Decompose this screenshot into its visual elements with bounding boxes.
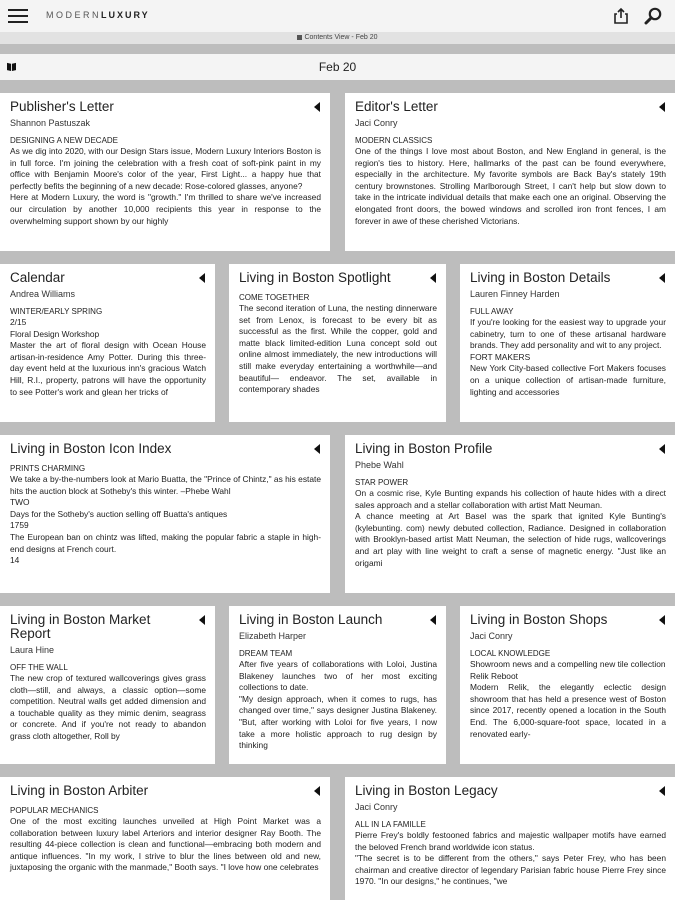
article-excerpt: We take a by-the-numbers look at Mario Buatta, the "Prince of Chintz," as his estate hits the auction block at Sotheby's this winter. –Phebe Wahl TWO Days for the Sotheby's auction selling off Buatta's antiques 1759 The European ban on chintz was lifted, making the popular fabric a staple in high-end designs at French court. 14 [10, 474, 321, 566]
hamburger-icon[interactable] [8, 9, 28, 23]
article-kicker: WINTER/EARLY SPRING [10, 307, 103, 316]
article-author: Jaci Conry [470, 631, 513, 641]
article-kicker: MODERN CLASSICS [355, 136, 433, 145]
article-kicker: OFF THE WALL [10, 663, 68, 672]
play-audio-icon[interactable] [314, 786, 320, 796]
play-audio-icon[interactable] [659, 444, 665, 454]
article-excerpt: After five years of collaborations with Loloi, Justina Blakeney launches two of her most exciting collections to date. "My design approach, when it comes to rugs, has changed over time," says designer Justina Blakeney. "But, after working with Loloi for five years, I now take a more holistic approach to rug design by thinking [239, 659, 437, 751]
article-kicker: PRINTS CHARMING [10, 464, 86, 473]
article-card-arbiter[interactable] [0, 777, 330, 900]
article-kicker: LOCAL KNOWLEDGE [470, 649, 551, 658]
article-excerpt: As we dig into 2020, with our Design Stars issue, Modern Luxury Interiors Boston is in full force. I'm joining the celebration with a fresh coat of soft-pink paint in my office with Benjamin Moore's color of the year, First Light... a happy hue that perfectly befits the beginning of a new decade: Rose-colored glasses, anyone? Here at Modern Luxury, the word is "growth." I'm thrilled to share we've increased our circulation by another 10,000 recipients this year in response to the overwhelming support shown by our highly [10, 146, 321, 226]
article-title: Editor's Letter [355, 99, 438, 114]
article-card-editors-letter[interactable] [345, 93, 675, 251]
top-bar [0, 0, 675, 32]
article-kicker: FULL AWAY [470, 307, 514, 316]
article-excerpt: Pierre Frey's boldly festooned fabrics and majestic wallpaper motifs have earned the beloved French brand worldwide icon status. "The secret is to be different from the others," says Peter Frey, who has been chairman and creative director of legendary Parisian fabric house Pierre Frey since 1970. "In our designs," he continues, "we [355, 830, 666, 887]
article-title: Living in Boston Icon Index [10, 441, 172, 456]
article-title: Living in Boston Legacy [355, 783, 498, 798]
article-kicker: STAR POWER [355, 478, 409, 487]
article-kicker: POPULAR MECHANICS [10, 806, 99, 815]
article-excerpt: The new crop of textured wallcoverings gives grass cloth—still, and always, a classic option—some competition. Neutral walls get added dimension and a touchable quality as they mimic denim, seagrass or concrete. And if you're not ready to abandon grass cloth altogether, Roll by [10, 673, 206, 741]
issue-date-bar [0, 54, 675, 80]
article-excerpt: The second iteration of Luna, the nesting dinnerware set from Lenox, is forecast to be every bit as successful as the first. While the copper, gold and matte black limited-edition Luna concept sold out online almost immediately, the new introductions will still make everyday entertaining a worthwhile—and beautiful— endeavor. The set, available in contemporary shades [239, 303, 437, 395]
article-author: Jaci Conry [355, 802, 398, 812]
article-card-publishers-letter[interactable] [0, 93, 330, 251]
article-card-details[interactable] [460, 264, 675, 422]
article-author: Elizabeth Harper [239, 631, 307, 641]
contents-icon [297, 35, 302, 40]
article-author: Phebe Wahl [355, 460, 404, 470]
article-excerpt: On a cosmic rise, Kyle Bunting expands his collection of haute hides with a direct sales approach and a stellar collaboration with artist Matt Neuman. A chance meeting at Art Basel was the spark that ignited Kyle Bunting's (kylebunting. com) newly debuted collection, Radiance. Designed in collaboration with Brooklyn-based artist Matt Neuman, the selection of hide rugs, wallcoverings and art play with line weight to craft a sense of magnetic energy. "Just like an origami [355, 488, 666, 568]
article-title: Calendar [10, 270, 65, 285]
article-kicker: DESIGNING A NEW DECADE [10, 136, 119, 145]
share-icon[interactable] [612, 7, 630, 25]
article-card-profile[interactable] [345, 435, 675, 593]
contents-view-bar[interactable] [0, 32, 675, 44]
article-card-legacy[interactable] [345, 777, 675, 900]
article-kicker: ALL IN LA FAMILLE [355, 820, 426, 829]
article-author: Lauren Finney Harden [470, 289, 560, 299]
article-title: Living in Boston Profile [355, 441, 493, 456]
article-card-spotlight[interactable] [229, 264, 446, 422]
contents-view-label: Contents View - Feb 20 [304, 34, 378, 41]
play-audio-icon[interactable] [430, 615, 436, 625]
article-author: Laura Hine [10, 645, 55, 655]
article-excerpt: One of the most exciting launches unveiled at High Point Market was a collaboration between luxury label Arteriors and interior designer Ray Booth. The resulting 44-piece collection is clean and functional—embracing both modern and antique influences. "In my work, I strive to blur the lines between old and new, juxtaposing the organic with the manmade," Booth says. "I love how one celebrates [10, 816, 321, 873]
brand-bold: LUXURY [101, 10, 150, 20]
article-title: Living in Boston Market Report [10, 612, 151, 641]
play-audio-icon[interactable] [314, 444, 320, 454]
article-author: Jaci Conry [355, 118, 398, 128]
article-excerpt: Showroom news and a compelling new tile collection Relik Reboot Modern Relik, the elegantly eclectic design showroom that has held a presence west of Boston since 2017, recently opened a location in the South End. The 6,000-square-foot space, located in a renovated early- [470, 659, 666, 739]
article-kicker: DREAM TEAM [239, 649, 293, 658]
article-title: Living in Boston Launch [239, 612, 383, 627]
article-excerpt: 2/15 Floral Design Workshop Master the art of floral design with Ocean House artisan-in-residence Amy Potter. During this three-day event held at the luxurious inn's gracious Watch Hill, R.I., property, patrons will have the opportunity to see Potter's work and glean her tricks of [10, 317, 206, 397]
article-author: Shannon Pastuszak [10, 118, 91, 128]
play-audio-icon[interactable] [659, 615, 665, 625]
article-title: Living in Boston Details [470, 270, 611, 285]
play-audio-icon[interactable] [659, 273, 665, 283]
article-kicker: COME TOGETHER [239, 293, 310, 302]
brand-logo [46, 10, 150, 20]
article-author: Andrea Williams [10, 289, 76, 299]
play-audio-icon[interactable] [199, 615, 205, 625]
play-audio-icon[interactable] [659, 786, 665, 796]
issue-date: Feb 20 [318, 60, 357, 74]
play-audio-icon[interactable] [199, 273, 205, 283]
article-card-calendar[interactable] [0, 264, 215, 422]
article-title: Living in Boston Arbiter [10, 783, 149, 798]
play-audio-icon[interactable] [659, 102, 665, 112]
article-card-icon-index[interactable] [0, 435, 330, 593]
article-title: Living in Boston Spotlight [239, 270, 391, 285]
play-audio-icon[interactable] [314, 102, 320, 112]
article-card-launch[interactable] [229, 606, 446, 764]
book-icon[interactable] [7, 62, 16, 71]
search-icon[interactable] [644, 7, 664, 25]
article-excerpt: If you're looking for the easiest way to upgrade your cabinetry, turn to one of these artisanal hardware brands. They add personality and wit to any project. FORT MAKERS New York City-based collective Fort Makers focuses on a unique collection of artisan-made furniture, lighting and accessories [470, 317, 666, 397]
article-card-shops[interactable] [460, 606, 675, 764]
brand-light: MODERN [46, 10, 101, 20]
article-excerpt: One of the things I love most about Boston, and New England in general, is the region's ties to history. Here, hallmarks of the past can be found everywhere, especially in the architecture. My favorite symbols are Back Bay's stately 19th century brownstones. Strolling Marlborough Street, I can't help but slow down to take in the intricate individual details that make each one an original. Observing the elongated front doors, the bowed windows and scrolled iron front fences, I am forever in awe of these cherished Victorians. [355, 146, 666, 226]
play-audio-icon[interactable] [430, 273, 436, 283]
article-card-market-report[interactable] [0, 606, 215, 764]
article-title: Living in Boston Shops [470, 612, 608, 627]
article-title: Publisher's Letter [10, 99, 114, 114]
